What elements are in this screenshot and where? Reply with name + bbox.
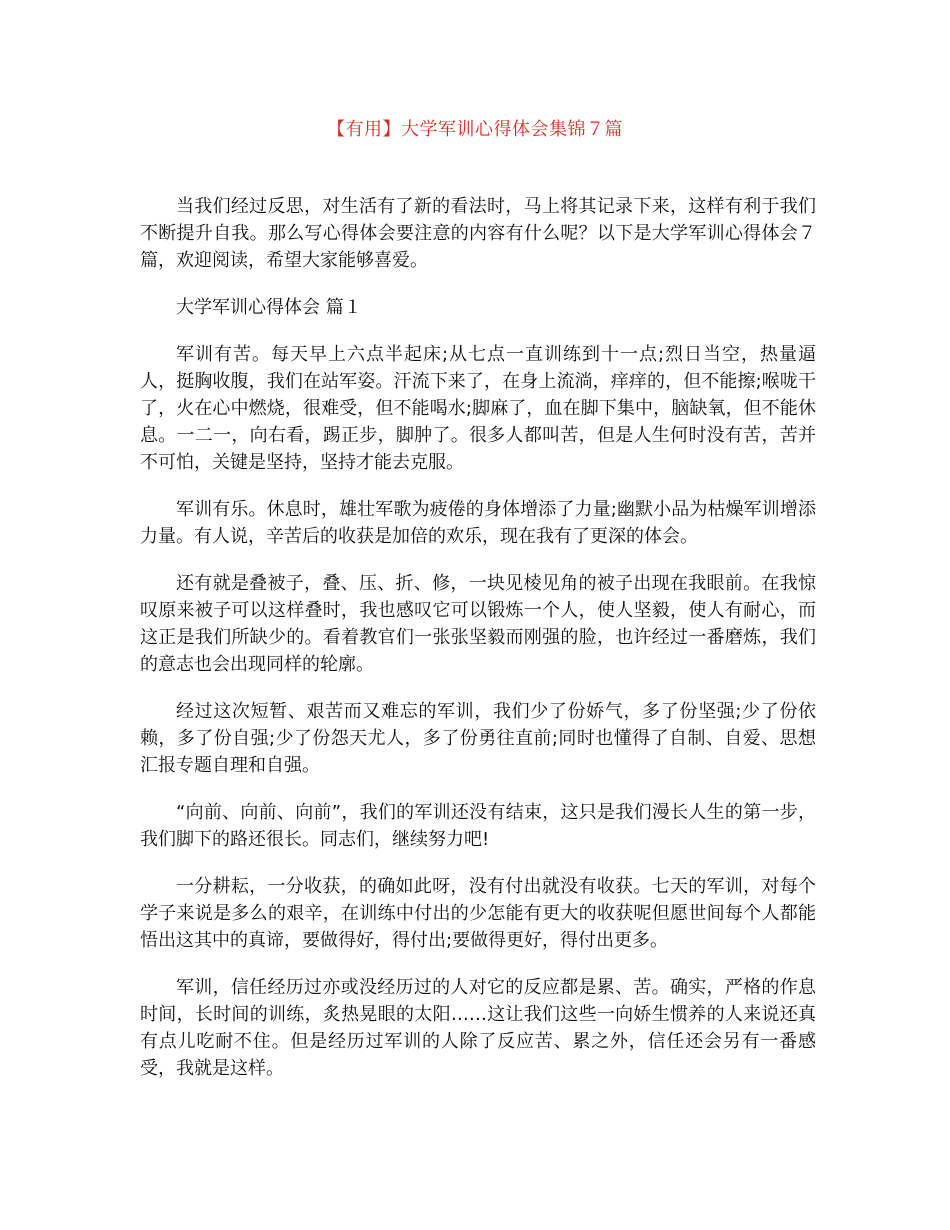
- document-title: 【有用】大学军训心得体会集锦７篇: [327, 119, 623, 140]
- body-paragraph-4: 经过这次短暂、艰苦而又难忘的军训，我们少了份娇气，多了份坚强;少了份依赖，多了份自强;少了份怨天尤人，多了份勇往直前;同时也懂得了自制、自爱、思想汇报专题自理和自强。: [140, 701, 816, 776]
- body-paragraph-2: 军训有乐。休息时，雄壮军歌为疲倦的身体增添了力量;幽默小品为枯燥军训增添力量。有人说，辛苦后的收获是加倍的欢乐，现在我有了更深的体会。: [140, 499, 816, 547]
- section-heading: 大学军训心得体会 篇１: [176, 297, 362, 318]
- body-paragraph-1: 军训有苦。每天早上六点半起床;从七点一直训练到十一点;烈日当空，热量逼人，挺胸收腹，我们在站军姿。汗流下来了，在身上流淌，痒痒的，但不能擦;喉咙干了，火在心中燃烧，很难受，但不能喝水;脚麻了，血在脚下集中，脑缺氧，但不能休息。一二一，向右看，踢正步，脚肿了。很多人都叫苦，但是人生何时没有苦，苦并不可怕，关键是坚持，坚持才能去克服。: [140, 344, 816, 473]
- intro-paragraph: 当我们经过反思，对生活有了新的看法时，马上将其记录下来，这样有利于我们不断提升自我。那么写心得体会要注意的内容有什么呢？以下是大学军训心得体会７篇，欢迎阅读，希望大家能够喜爱。: [140, 196, 816, 271]
- body-paragraph-6: 一分耕耘，一分收获，的确如此呀，没有付出就没有收获。七天的军训，对每个学子来说是多么的艰辛，在训练中付出的少怎能有更大的收获呢但愿世间每个人都能悟出这其中的真谛，要做得好，得付出;要做得更好，得付出更多。: [140, 876, 816, 951]
- body-paragraph-3: 还有就是叠被子，叠、压、折、修，一块见棱见角的被子出现在我眼前。在我惊叹原来被子可以这样叠时，我也感叹它可以锻炼一个人，使人坚毅，使人有耐心，而这正是我们所缺少的。看着教官们一张张坚毅而刚强的脸，也许经过一番磨炼，我们的意志也会出现同样的轮廓。: [140, 573, 816, 675]
- document-body: [140, 193, 816, 1102]
- body-paragraph-7: 军训，信任经历过亦或没经历过的人对它的反应都是累、苦。确实，严格的作息时间，长时间的训练，炙热晃眼的太阳……这让我们这些一向娇生惯养的人来说还真有点儿吃耐不住。但是经历过军训的人除了反应苦、累之外，信任还会另有一番感受，我就是这样。: [140, 977, 816, 1079]
- body-paragraph-5: “向前、向前、向前”，我们的军训还没有结束，这只是我们漫长人生的第一步，我们脚下的路还很长。同志们，继续努力吧!: [140, 802, 816, 850]
